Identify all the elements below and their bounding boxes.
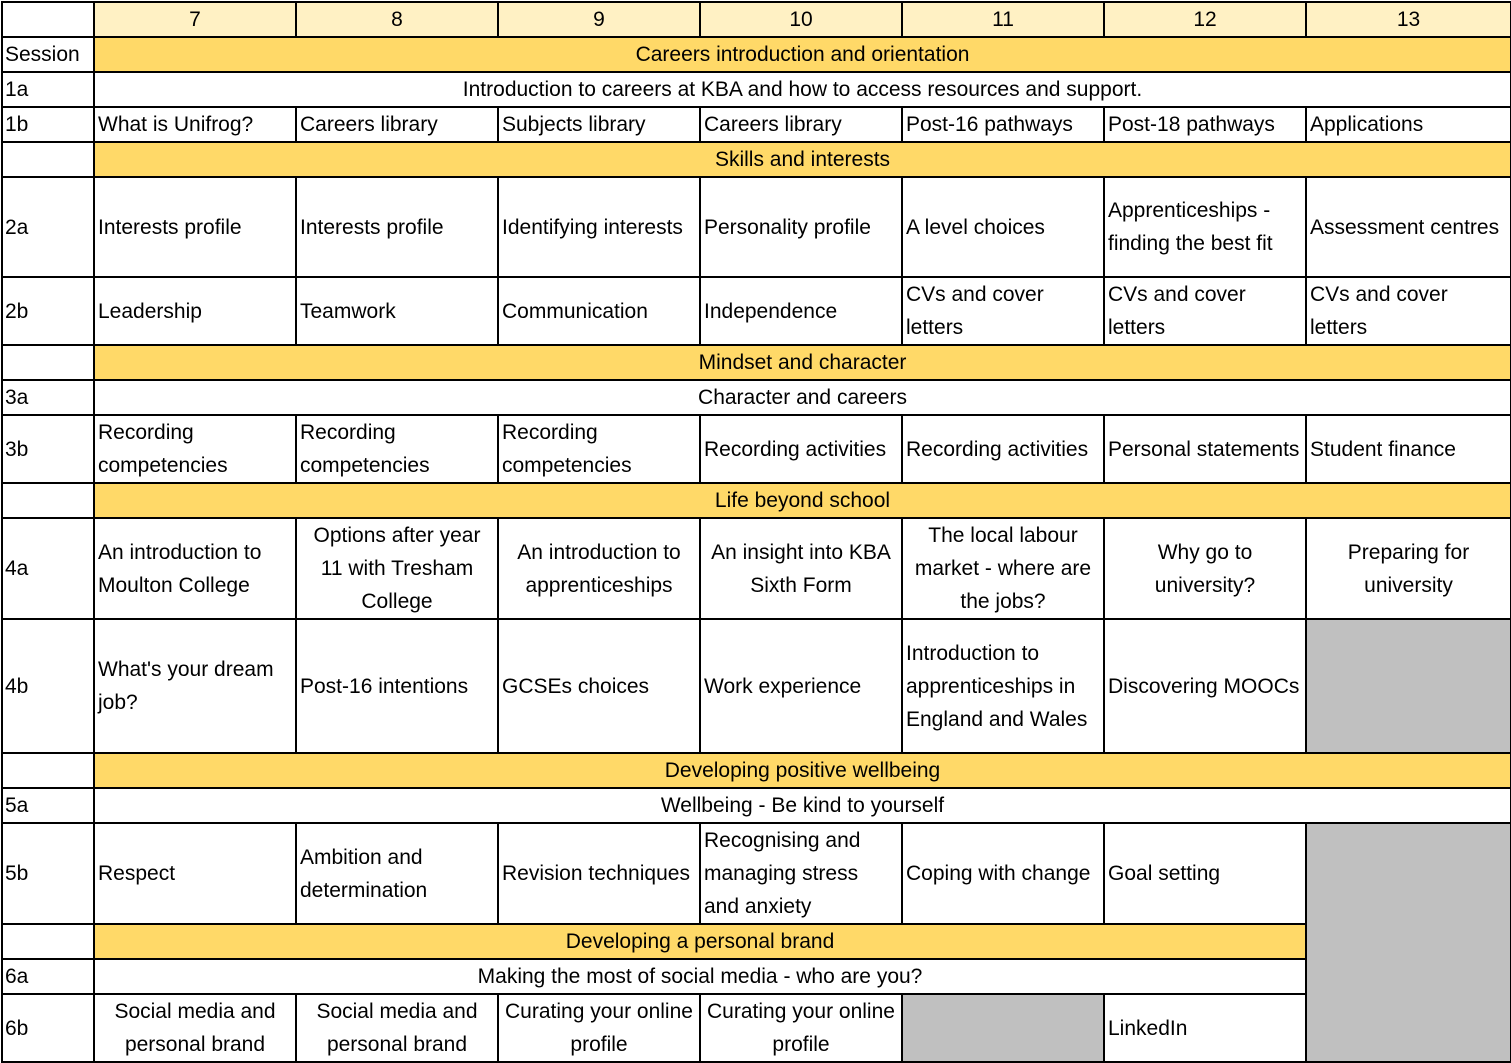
- year-13-header: 13: [1306, 2, 1511, 37]
- cell: Leadership: [94, 277, 296, 345]
- empty-label-cell: [2, 924, 94, 959]
- cell: Discovering MOOCs: [1104, 619, 1306, 753]
- row-2a: [2, 177, 1511, 277]
- row-1a: [2, 72, 1511, 107]
- section-3-title: Mindset and character: [94, 345, 1511, 380]
- cell: Identifying interests: [498, 177, 700, 277]
- row-4b: [2, 619, 1511, 753]
- row-1b: [2, 107, 1511, 142]
- section-3-row: [2, 345, 1511, 380]
- year-11-header: 11: [902, 2, 1104, 37]
- session-label: Session: [2, 37, 94, 72]
- empty-grey-cell: [1306, 823, 1511, 1062]
- cell: Apprenticeships - finding the best fit: [1104, 177, 1306, 277]
- cell: Recognising and managing stress and anxiety: [700, 823, 902, 924]
- year-header-row: [2, 2, 1511, 37]
- cell: Recording competencies: [94, 415, 296, 483]
- row-5b: [2, 823, 1511, 924]
- empty-label-cell: [2, 142, 94, 177]
- section-5-row: [2, 753, 1511, 788]
- cell: CVs and cover letters: [1306, 277, 1511, 345]
- cell: Ambition and determination: [296, 823, 498, 924]
- year-9-header: 9: [498, 2, 700, 37]
- row-label: 6b: [2, 994, 94, 1062]
- cell: LinkedIn: [1104, 994, 1306, 1062]
- cell: Coping with change: [902, 823, 1104, 924]
- cell: Social media and personal brand: [94, 994, 296, 1062]
- corner-cell: [2, 2, 94, 37]
- row-5a: [2, 788, 1511, 823]
- cell: Personality profile: [700, 177, 902, 277]
- row-label: 1b: [2, 107, 94, 142]
- row-label: 6a: [2, 959, 94, 994]
- cell: Curating your online profile: [498, 994, 700, 1062]
- row-4a: [2, 518, 1511, 619]
- cell: Options after year 11 with Tresham College: [296, 518, 498, 619]
- row-label: 2a: [2, 177, 94, 277]
- cell: GCSEs choices: [498, 619, 700, 753]
- cell: Subjects library: [498, 107, 700, 142]
- section-6-row: [2, 924, 1511, 959]
- cell: Revision techniques: [498, 823, 700, 924]
- empty-label-cell: [2, 483, 94, 518]
- row-label: 5b: [2, 823, 94, 924]
- cell: An introduction to apprenticeships: [498, 518, 700, 619]
- cell: What's your dream job?: [94, 619, 296, 753]
- section-1-title: Careers introduction and orientation: [94, 37, 1511, 72]
- cell: Interests profile: [94, 177, 296, 277]
- row-6b: [2, 994, 1511, 1062]
- section-4-row: [2, 483, 1511, 518]
- row-3a-text: Character and careers: [94, 380, 1511, 415]
- cell: A level choices: [902, 177, 1104, 277]
- cell: Communication: [498, 277, 700, 345]
- cell: Work experience: [700, 619, 902, 753]
- cell: Teamwork: [296, 277, 498, 345]
- empty-grey-cell: [902, 994, 1104, 1062]
- row-label: 2b: [2, 277, 94, 345]
- cell: Recording competencies: [498, 415, 700, 483]
- section-2-title: Skills and interests: [94, 142, 1511, 177]
- cell: Careers library: [700, 107, 902, 142]
- row-label: 3b: [2, 415, 94, 483]
- row-label: 3a: [2, 380, 94, 415]
- empty-grey-cell: [1306, 619, 1511, 753]
- empty-label-cell: [2, 753, 94, 788]
- row-3b: [2, 415, 1511, 483]
- section-2-row: [2, 142, 1511, 177]
- row-6a-text: Making the most of social media - who are you?: [94, 959, 1306, 994]
- section-5-title: Developing positive wellbeing: [94, 753, 1511, 788]
- cell: Respect: [94, 823, 296, 924]
- year-10-header: 10: [700, 2, 902, 37]
- section-6-title: Developing a personal brand: [94, 924, 1306, 959]
- cell: Recording activities: [700, 415, 902, 483]
- empty-label-cell: [2, 345, 94, 380]
- cell: The local labour market - where are the jobs?: [902, 518, 1104, 619]
- cell: Careers library: [296, 107, 498, 142]
- cell: Personal statements: [1104, 415, 1306, 483]
- cell: Applications: [1306, 107, 1511, 142]
- cell: Recording activities: [902, 415, 1104, 483]
- year-7-header: 7: [94, 2, 296, 37]
- row-label: 4b: [2, 619, 94, 753]
- row-5a-text: Wellbeing - Be kind to yourself: [94, 788, 1511, 823]
- cell: Assessment centres: [1306, 177, 1511, 277]
- row-1a-text: Introduction to careers at KBA and how to access resources and support.: [94, 72, 1511, 107]
- cell: CVs and cover letters: [902, 277, 1104, 345]
- cell: Independence: [700, 277, 902, 345]
- cell: Social media and personal brand: [296, 994, 498, 1062]
- row-label: 1a: [2, 72, 94, 107]
- cell: What is Unifrog?: [94, 107, 296, 142]
- cell: Student finance: [1306, 415, 1511, 483]
- cell: Introduction to apprenticeships in England and Wales: [902, 619, 1104, 753]
- cell: Goal setting: [1104, 823, 1306, 924]
- cell: Preparing for university: [1306, 518, 1511, 619]
- row-label: 5a: [2, 788, 94, 823]
- row-3a: [2, 380, 1511, 415]
- row-6a: [2, 959, 1511, 994]
- year-12-header: 12: [1104, 2, 1306, 37]
- cell: An introduction to Moulton College: [94, 518, 296, 619]
- row-label: 4a: [2, 518, 94, 619]
- cell: Interests profile: [296, 177, 498, 277]
- careers-programme-table: [1, 1, 1511, 1063]
- cell: CVs and cover letters: [1104, 277, 1306, 345]
- cell: Curating your online profile: [700, 994, 902, 1062]
- year-8-header: 8: [296, 2, 498, 37]
- cell: Recording competencies: [296, 415, 498, 483]
- cell: Post-16 intentions: [296, 619, 498, 753]
- cell: Post-16 pathways: [902, 107, 1104, 142]
- row-2b: [2, 277, 1511, 345]
- cell: Post-18 pathways: [1104, 107, 1306, 142]
- cell: An insight into KBA Sixth Form: [700, 518, 902, 619]
- section-1-row: [2, 37, 1511, 72]
- cell: Why go to university?: [1104, 518, 1306, 619]
- section-4-title: Life beyond school: [94, 483, 1511, 518]
